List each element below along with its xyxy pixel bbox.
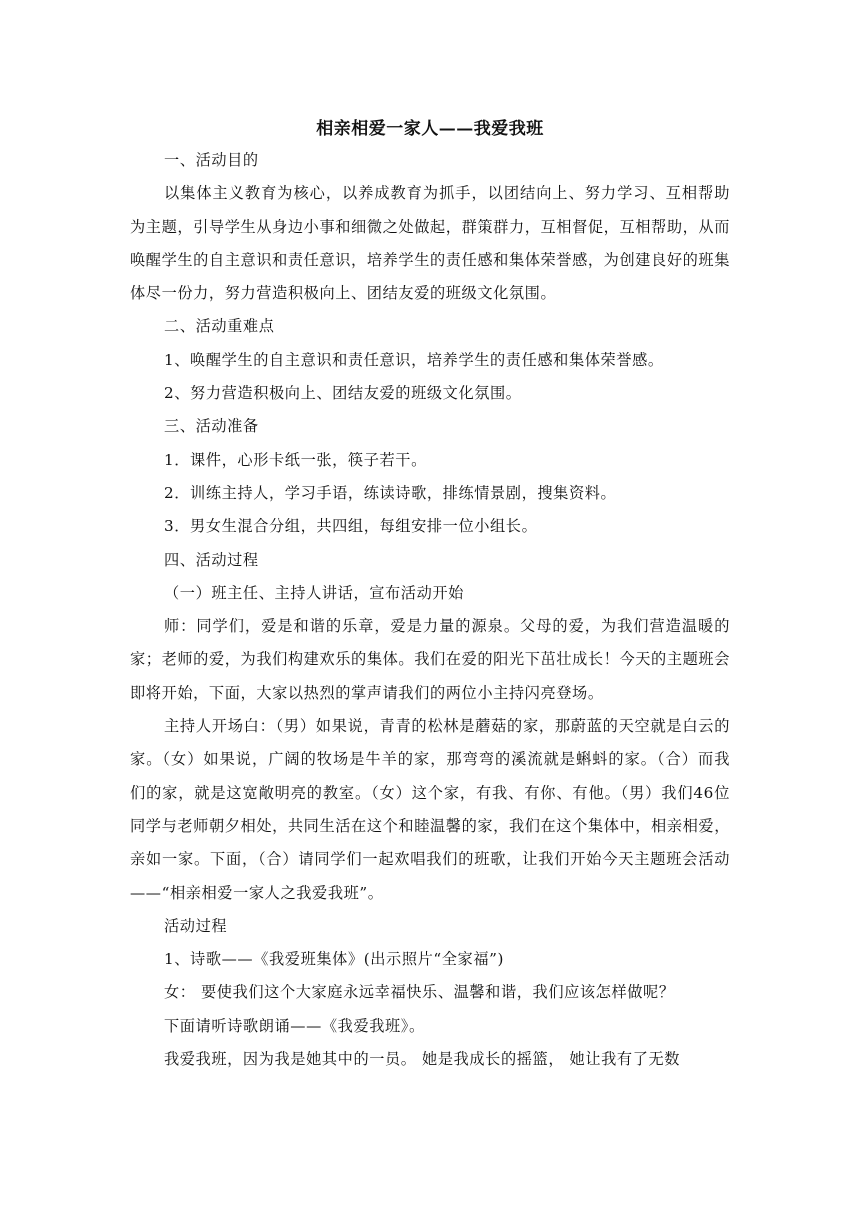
section-heading-purpose: 一、活动目的 bbox=[164, 151, 259, 169]
section-heading-preparation: 三、活动准备 bbox=[164, 417, 259, 436]
paragraph-female-host: 女： 要使我们这个大家庭永远幸福快乐、温馨和谐，我们应该怎样做呢？ bbox=[164, 983, 675, 1002]
paragraph-teacher-speech: 师：同学们，爱是和谐的乐章，爱是力量的源泉。父母的爱，为我们营造温暖的家；老师的爱，为我们构建欢乐的集体。我们在爱的阳光下茁壮成长！今天的主题班会即将开始，下面，大家以热烈的掌声请我们的两位小主持闪亮登场。 bbox=[130, 617, 730, 702]
document-body bbox=[130, 114, 730, 1076]
paragraph-poem-text: 我爱我班，因为我是她其中的一员。 她是我成长的摇篮， 她让我有了无数 bbox=[164, 1050, 681, 1069]
subsection-heading-opening: （一）班主任、主持人讲话，宣布活动开始 bbox=[164, 583, 464, 602]
list-item-preparation-3: 3．男女生混合分组，共四组，每组安排一位小组长。 bbox=[164, 517, 538, 536]
list-item-preparation-2: 2．训练主持人，学习手语，练读诗歌，排练情景剧，搜集资料。 bbox=[164, 483, 617, 502]
section-heading-key-points: 二、活动重难点 bbox=[164, 317, 275, 336]
list-item-key-point-1: 1、唤醒学生的自主意识和责任意识，培养学生的责任感和集体荣誉感。 bbox=[164, 350, 664, 369]
paragraph-host-opening: 主持人开场白：（男）如果说，青青的松林是蘑菇的家，那蔚蓝的天空就是白云的家。（女）如果说，广阔的牧场是牛羊的家，那弯弯的溪流就是蝌蚪的家。（合）而我们的家，就是这宽敞明亮的教室。（女）这个家，有我、有你、有他。（男）我们46位同学与老师朝夕相处，共同生活在这个和睦温馨的家，我们在这个集体中，相亲相爱，亲如一家。下面，（合）请同学们一起欢唱我们的班歌，让我们开始今天主题班会活动——“相亲相爱一家人之我爱我班”。 bbox=[130, 717, 730, 902]
section-heading-process: 四、活动过程 bbox=[164, 550, 259, 569]
document-title: 相亲相爱一家人——我爱我班 bbox=[316, 119, 544, 139]
list-item-key-point-2: 2、努力营造积极向上、团结友爱的班级文化氛围。 bbox=[164, 384, 522, 403]
paragraph-poem-intro: 下面请听诗歌朗诵——《我爱我班》。 bbox=[164, 1016, 425, 1035]
paragraph-purpose: 以集体主义教育为核心，以养成教育为抓手，以团结向上、努力学习、互相帮助为主题，引导学生从身边小事和细微之处做起，群策群力，互相督促，互相帮助，从而唤醒学生的自主意识和责任意识，培养学生的责任感和集体荣誉感，为创建良好的班集体尽一份力，努力营造积极向上、团结友爱的班级文化氛围。 bbox=[130, 184, 730, 303]
list-item-preparation-1: 1．课件，心形卡纸一张，筷子若干。 bbox=[164, 450, 427, 469]
subsection-heading-activity-process: 活动过程 bbox=[164, 916, 228, 935]
list-item-poem: 1、诗歌——《我爱班集体》(出示照片“全家福”) bbox=[164, 950, 505, 969]
